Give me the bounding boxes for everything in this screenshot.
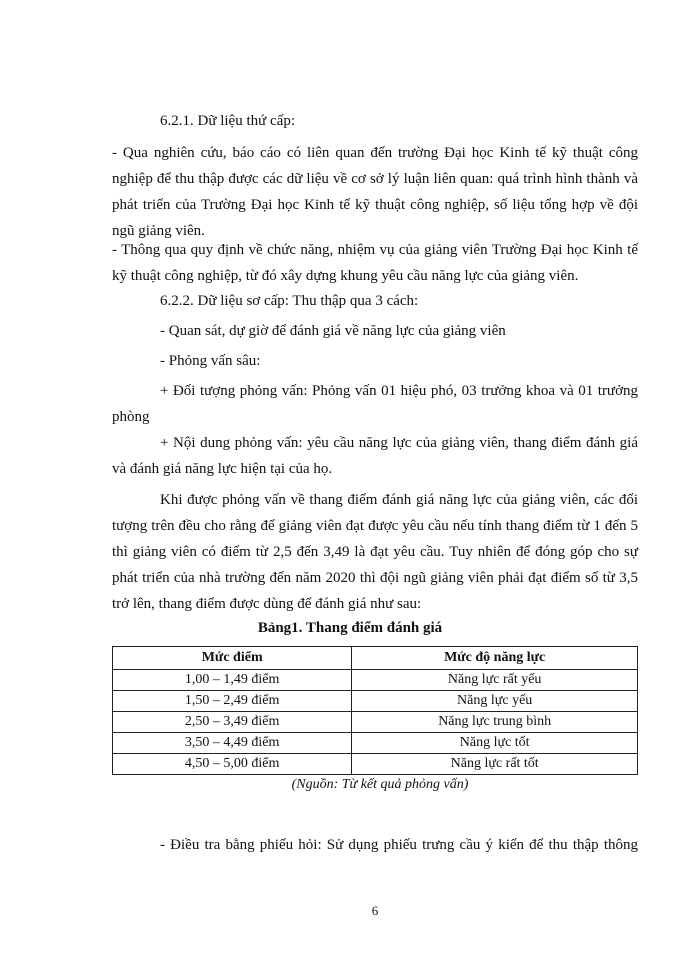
interview-subjects: + Đối tượng phỏng vấn: Phỏng vấn 01 hiệu phó, 03 trưởng khoa và 01 trưởng phòng	[112, 383, 638, 425]
header-score-range: Mức điểm	[113, 647, 352, 670]
secondary-data-paragraph-2: - Thông qua quy định về chức năng, nhiệm vụ của giảng viên Trường Đại học Kinh tế kỹ thuật công nghiệp, từ đó xây dựng khung yêu cầu năng lực của giảng viên.	[112, 242, 638, 284]
score-range-cell: 1,00 – 1,49 điểm	[113, 670, 352, 691]
table-row	[113, 712, 638, 733]
table-row	[113, 733, 638, 754]
table-row	[113, 754, 638, 775]
secondary-data-paragraph-1: - Qua nghiên cứu, báo cáo có liên quan đến trường Đại học Kinh tế kỹ thuật công nghiệp để thu thập được các dữ liệu về cơ sở lý luận liên quan: quá trình hình thành và phát triển của Trường Đại học Kinh tế kỹ thuật công nghiệp, số liệu tổng hợp về đội ngũ giảng viên.	[112, 145, 638, 239]
score-range-cell: 3,50 – 4,49 điểm	[113, 733, 352, 754]
competency-level-cell: Năng lực tốt	[352, 733, 638, 754]
method-interview: - Phỏng vấn sâu:	[160, 353, 261, 369]
competency-level-cell: Năng lực rất yếu	[352, 670, 638, 691]
grading-scale-table	[112, 646, 638, 775]
competency-level-cell: Năng lực trung bình	[352, 712, 638, 733]
page-number: 6	[371, 903, 379, 918]
score-range-cell: 4,50 – 5,00 điểm	[113, 754, 352, 775]
method-survey: - Điều tra bằng phiếu hỏi: Sử dụng phiếu trưng cầu ý kiến để thu thập thông	[160, 837, 638, 853]
table-header-row	[113, 647, 638, 670]
interview-result-paragraph: Khi được phỏng vấn về thang điểm đánh giá năng lực của giảng viên, các đối tượng trên đều cho rằng để giảng viên đạt được yêu cầu nếu tính thang điểm từ 1 đến 5 thì giảng viên có điểm từ 2,5 đến 3,49 là đạt yêu cầu. Tuy nhiên để đóng góp cho sự phát triển của nhà trường đến năm 2020 thì đội ngũ giảng viên phải đạt điểm số từ 3,5 trở lên, thang điểm được dùng để đánh giá như sau:	[112, 492, 638, 612]
competency-level-cell: Năng lực rất tốt	[352, 754, 638, 775]
interview-content: + Nội dung phỏng vấn: yêu cầu năng lực của giảng viên, thang điểm đánh giá và đánh giá năng lực hiện tại của họ.	[112, 435, 638, 477]
score-range-cell: 2,50 – 3,49 điểm	[113, 712, 352, 733]
primary-data-heading: 6.2.2. Dữ liệu sơ cấp: Thu thập qua 3 cách:	[160, 293, 419, 309]
method-observation: - Quan sát, dự giờ để đánh giá về năng lực của giảng viên	[160, 323, 506, 339]
table-source-note: (Nguồn: Từ kết quả phỏng vấn)	[291, 777, 469, 792]
table-row	[113, 670, 638, 691]
score-range-cell: 1,50 – 2,49 điểm	[113, 691, 352, 712]
competency-level-cell: Năng lực yếu	[352, 691, 638, 712]
secondary-data-heading: 6.2.1. Dữ liệu thứ cấp:	[160, 113, 295, 129]
table-caption: Bảng1. Thang điểm đánh giá	[257, 620, 443, 636]
header-competency-level: Mức độ năng lực	[352, 647, 638, 670]
table-row	[113, 691, 638, 712]
